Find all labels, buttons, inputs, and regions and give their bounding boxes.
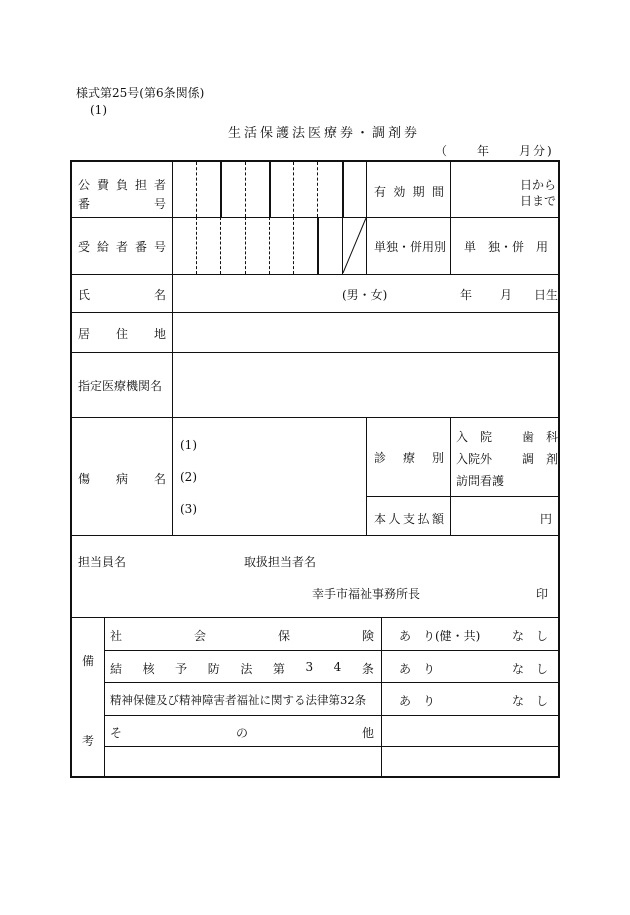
disease-2: (2) <box>180 470 197 484</box>
self-pay-unit: 円 <box>540 512 553 526</box>
remarks-item-social-insurance: 社 会 保 険 <box>110 629 374 643</box>
self-pay-label: 本 人 支 払 額 <box>374 512 444 526</box>
treatment-home-nursing: 訪問看護 <box>456 474 505 488</box>
remarks-none-2: な し <box>512 662 549 676</box>
remarks-value-1: あ り(健・共) <box>399 629 481 643</box>
remarks-item-mental-health-law: 精神保健及び精神障害者福祉に関する法律第32条 <box>110 693 367 707</box>
single-combined-value: 単 独・併 用 <box>464 240 549 254</box>
seal-mark: 印 <box>536 587 549 601</box>
remarks-none-3: な し <box>512 694 549 708</box>
remarks-label-top: 備 <box>82 654 95 668</box>
remarks-value-3: あ り <box>399 694 436 708</box>
validity-label: 有 効 期 間 <box>374 185 444 199</box>
treatment-dispensing: 調 剤 <box>522 452 559 466</box>
page-title: 生活保護法医療券・調剤券 <box>228 126 421 141</box>
institution-label: 指定医療機関名 <box>78 379 163 393</box>
office-name: 幸手市福祉事務所長 <box>312 587 421 601</box>
residence-label: 居 住 地 <box>78 327 166 341</box>
medical-ticket-form <box>70 160 560 778</box>
remarks-item-other: そ の 他 <box>110 726 374 740</box>
validity-from: 日から <box>520 178 557 192</box>
remarks-label-bottom: 考 <box>82 734 95 748</box>
single-combined-label: 単独・併用別 <box>374 240 447 254</box>
treatment-label: 診 療 別 <box>374 451 444 465</box>
treatment-dental: 歯 科 <box>522 430 559 444</box>
birth-year: 年 <box>460 288 473 302</box>
payer-label: 公 費 負 担 者 番 号 <box>78 178 166 211</box>
treatment-outpatient: 入院外 <box>456 452 493 466</box>
disease-3: (3) <box>180 502 197 516</box>
disease-1: (1) <box>180 438 197 452</box>
treatment-inpatient: 入 院 <box>456 430 493 444</box>
birth-month: 月 <box>500 288 513 302</box>
diagonal-slash <box>342 217 367 274</box>
sub-number: (1) <box>90 103 107 117</box>
payer-label-line1: 公 費 負 担 者 <box>78 178 166 192</box>
recipient-label: 受 給 者 番 号 <box>78 240 166 254</box>
sex: (男・女) <box>342 288 388 302</box>
birth-day: 日生 <box>534 288 559 302</box>
handler-label: 取扱担当者名 <box>244 555 317 569</box>
period: （ 年 月分) <box>435 144 554 158</box>
remarks-none-1: な し <box>512 629 549 643</box>
remarks-value-2: あ り <box>399 662 436 676</box>
disease-label: 傷 病 名 <box>78 472 166 486</box>
form-number: 様式第25号(第6条関係) <box>76 86 205 100</box>
validity-to: 日まで <box>520 194 557 208</box>
officer-label: 担当員名 <box>78 555 127 569</box>
remarks-item-tb-law: 結 核 予 防 法 第 3 4 条 <box>110 660 374 676</box>
name-label: 氏 名 <box>78 288 166 302</box>
